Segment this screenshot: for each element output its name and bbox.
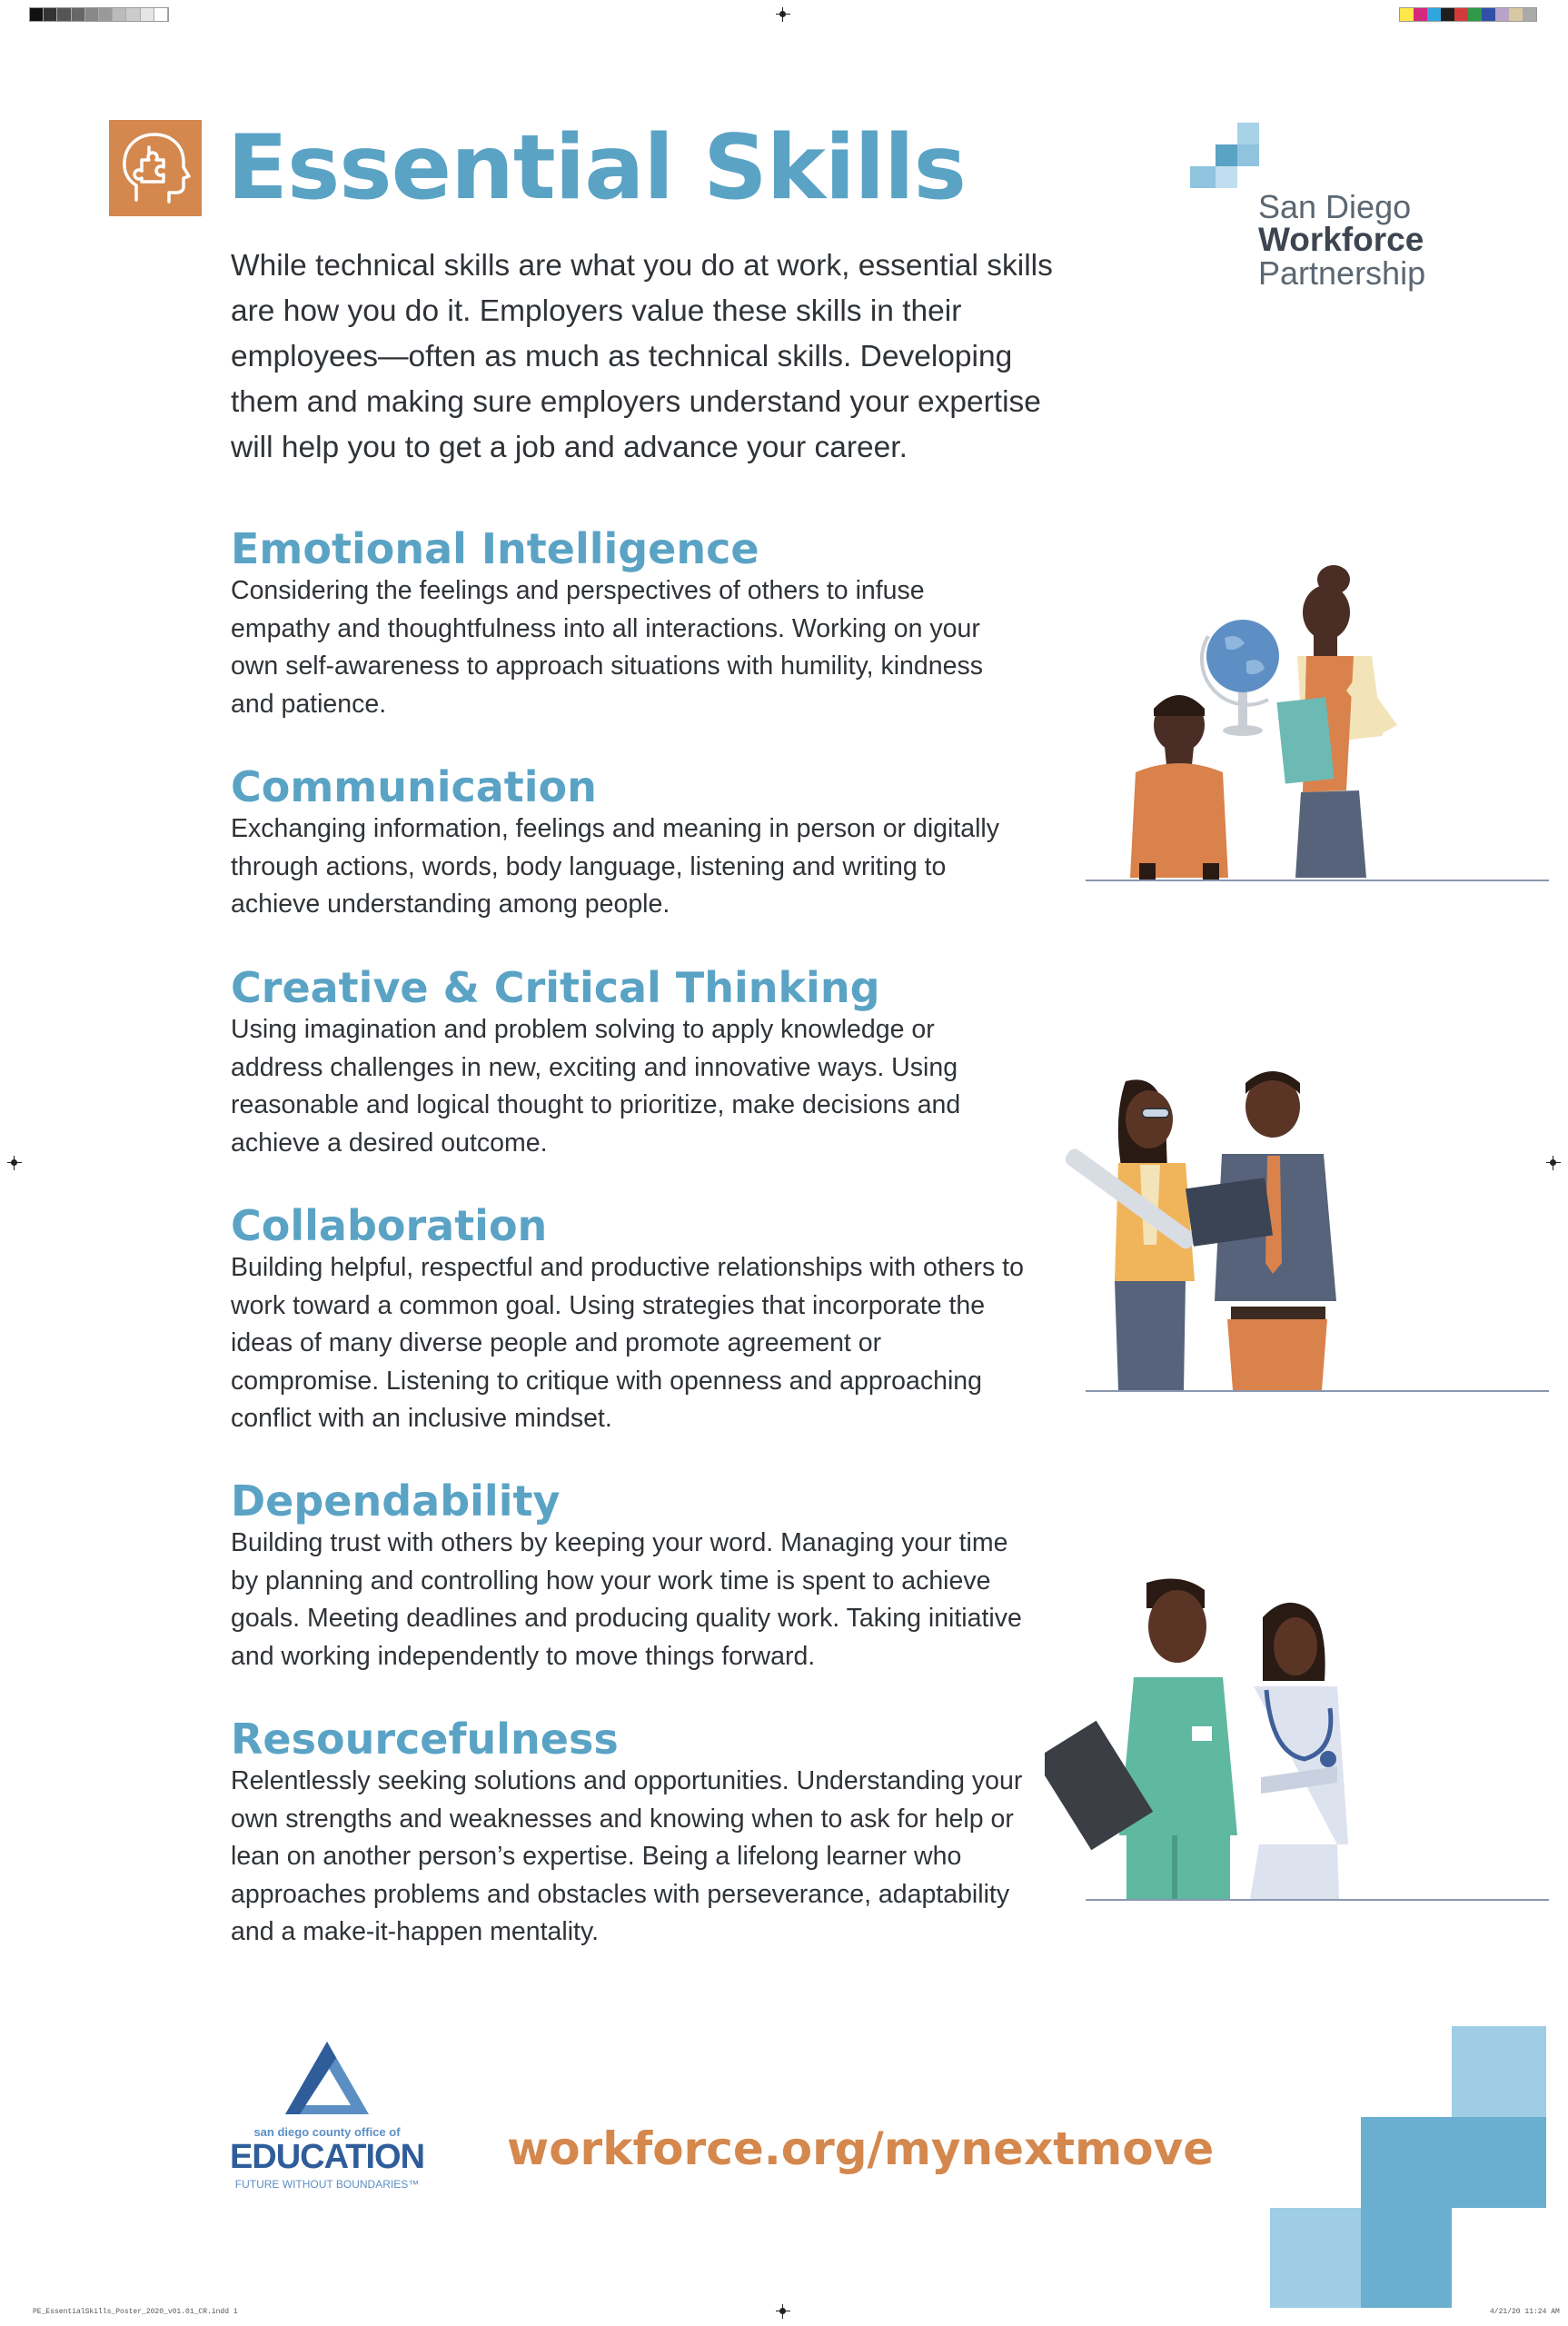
logo-square	[1216, 144, 1237, 166]
decorative-block	[1361, 2117, 1546, 2208]
head-puzzle-icon	[109, 120, 202, 216]
grayscale-calibration-bar	[29, 7, 169, 22]
sdcoe-tagline: FUTURE WITHOUT BOUNDARIES™	[234, 2178, 420, 2191]
intro-paragraph: While technical skills are what you do at work, essential skills are how you do it. Employers value these skills in their employees—often as much as technical skills. Developing them and making sure employers understand your expertise will help you to get a job and advance your career.	[231, 249, 1053, 464]
skill-creative-critical-thinking	[231, 964, 1030, 1162]
coworkers-collaboration-illustration	[1058, 1063, 1367, 1390]
logo-square	[1237, 123, 1259, 144]
skill-description: Considering the feelings and perspectives of others to infuse empathy and thoughtfulness into all interactions. Working on your own self-awareness to approach situations with humility, kindness and patience.	[231, 576, 983, 719]
decorative-block	[1270, 2208, 1361, 2308]
skill-description: Building trust with others by keeping your word. Managing your time by planning and controlling how your work time is spent to achieve goals. Meeting deadlines and producing quality work. Taking initiative and working independently to move things forward.	[231, 1528, 1022, 1671]
skill-title: Dependability	[231, 1476, 561, 1526]
registration-mark-left	[7, 1156, 22, 1170]
ground-line	[1086, 1390, 1549, 1392]
skill-communication	[231, 763, 1030, 924]
sdcoe-line1: san diego county office of	[253, 2125, 401, 2139]
registration-mark-right	[1546, 1156, 1561, 1170]
skill-resourcefulness	[231, 1715, 1030, 1952]
skill-description: Relentlessly seeking solutions and opportunities. Understanding your own strengths and weaknesses and knowing when to ask for help or lean on another person’s expertise. Being a lifelong learner who approaches problems and obstacles with perseverance, adaptability and a make-it-happen mentality.	[231, 1766, 1023, 1946]
logo-square	[1237, 144, 1259, 166]
skill-title: Communication	[231, 762, 597, 811]
skill-title: Resourcefulness	[231, 1715, 619, 1764]
ground-line	[1086, 880, 1549, 881]
logo-text-san-diego: San Diego	[1258, 188, 1412, 225]
skill-dependability	[231, 1477, 1030, 1675]
logo-square	[1216, 166, 1237, 188]
san-diego-workforce-partnership-logo	[1190, 123, 1463, 304]
registration-mark-bottom	[776, 2304, 790, 2319]
logo-text-workforce: Workforce	[1258, 221, 1424, 258]
sdcoe-education: EDUCATION	[229, 2138, 425, 2176]
color-calibration-bar	[1399, 7, 1537, 22]
page-title: Essential Skills	[227, 116, 966, 220]
ground-line	[1086, 1899, 1549, 1901]
skill-title: Creative & Critical Thinking	[231, 963, 880, 1012]
skill-description: Exchanging information, feelings and meaning in person or digitally through actions, words, body language, listening and writing to achieve understanding among people.	[231, 814, 1000, 919]
logo-text-partnership: Partnership	[1258, 254, 1426, 292]
footer-url: workforce.org/mynextmove	[507, 2122, 1215, 2175]
skill-collaboration	[231, 1202, 1030, 1438]
skill-emotional-intelligence	[231, 525, 1030, 723]
skill-title: Collaboration	[231, 1201, 548, 1250]
skill-title: Emotional Intelligence	[231, 524, 759, 573]
print-slug-timestamp: 4/21/20 11:24 AM	[1490, 2308, 1560, 2316]
print-slug-filename: PE_EssentialSkills_Poster_2020_v01.01_CR.indd 1	[33, 2308, 238, 2316]
decorative-block	[1361, 2208, 1452, 2308]
decorative-block	[1452, 2026, 1546, 2117]
teacher-student-globe-illustration	[1108, 554, 1417, 881]
logo-square	[1190, 166, 1216, 188]
healthcare-workers-illustration	[1045, 1572, 1372, 1901]
triangle-logo-icon	[282, 2040, 372, 2118]
registration-mark-top	[776, 7, 790, 22]
skill-description: Building helpful, respectful and productive relationships with others to work toward a common goal. Using strategies that incorporate the ideas of many diverse people and promote agreement or compromise. Listening to critique with openness and approaching conflict with an inclusive mindset.	[231, 1253, 1024, 1433]
skill-description: Using imagination and problem solving to apply knowledge or address challenges in new, exciting and innovative ways. Using reasonable and logical thought to prioritize, make decisions and achieve a desired outcome.	[231, 1015, 961, 1158]
san-diego-county-office-of-education-logo	[218, 2040, 436, 2208]
